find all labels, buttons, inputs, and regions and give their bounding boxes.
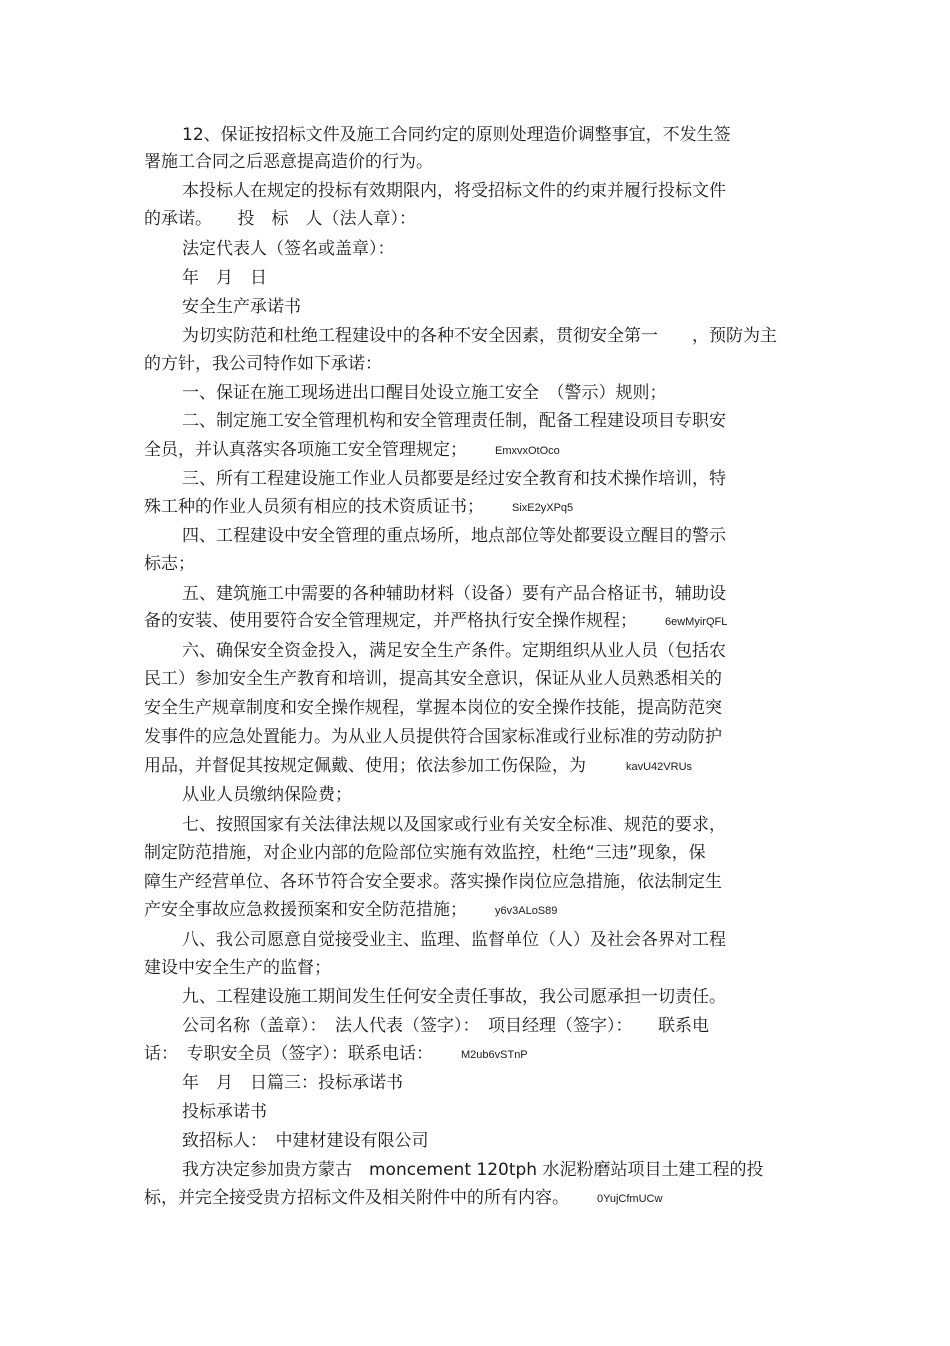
text-line: 12、保证按招标文件及施工合同约定的原则处理造价调整事宜，不发生签 bbox=[182, 125, 731, 145]
inline-code: EmxvxOtOco bbox=[495, 445, 560, 457]
text-line: 法定代表人（签名或盖章）： bbox=[182, 239, 395, 259]
text-line: 七、按照国家有关法律法规以及国家或行业有关安全标准、规范的要求， bbox=[182, 815, 726, 835]
text-line: 产安全事故应急救援预案和安全防范措施； y6v3ALoS89 bbox=[144, 900, 558, 920]
inline-code: M2ub6vSTnP bbox=[461, 1049, 528, 1061]
text-line: 建设中安全生产的监督； bbox=[144, 958, 331, 978]
inline-code: kavU42VRUs bbox=[626, 761, 693, 773]
text-line: 的方针，我公司特作如下承诺： bbox=[144, 354, 382, 374]
text-line: 六、确保安全资金投入，满足安全生产条件。定期组织从业人员（包括农 bbox=[182, 641, 726, 661]
text-line: 我方决定参加贵方蒙古 moncement 120tph 水泥粉磨站项目土建工程的投 bbox=[182, 1160, 764, 1180]
text-line: 三、所有工程建设施工作业人员都要是经过安全教育和技术操作培训，特 bbox=[182, 469, 726, 489]
text-line: 致招标人： 中建材建设有限公司 bbox=[182, 1131, 429, 1151]
inline-code: y6v3ALoS89 bbox=[495, 905, 558, 917]
inline-code: 6ewMyirQFL bbox=[665, 616, 728, 628]
text-line: 用品，并督促其按规定佩戴、使用；依法参加工伤保险，为 kavU42VRUs bbox=[144, 756, 693, 776]
text-line: 安全生产规章制度和安全操作规程，掌握本岗位的安全操作技能，提高防范突 bbox=[144, 698, 722, 718]
text-line: 障生产经营单位、各环节符合安全要求。落实操作岗位应急措施，依法制定生 bbox=[144, 872, 722, 892]
text-line: 九、工程建设施工期间发生任何安全责任事故，我公司愿承担一切责任。 bbox=[182, 987, 726, 1007]
text-line: 年 月 日 bbox=[182, 268, 267, 288]
text-line: 发事件的应急处置能力。为从业人员提供符合国家标准或行业标准的劳动防护 bbox=[144, 727, 722, 747]
text-line: 制定防范措施，对企业内部的危险部位实施有效监控，杜绝“三违”现象，保 bbox=[144, 843, 706, 863]
section-title: 安全生产承诺书 bbox=[182, 297, 301, 317]
text-line: 五、建筑施工中需要的各种辅助材料（设备）要有产品合格证书，辅助设 bbox=[182, 584, 726, 604]
inline-code: SixE2yXPq5 bbox=[512, 502, 574, 514]
text-line: 标，并完全接受贵方招标文件及相关附件中的所有内容。 0YujCfmUCw bbox=[144, 1188, 663, 1208]
text-line: 公司名称（盖章）： 法人代表（签字）： 项目经理（签字）： 联系电 bbox=[182, 1016, 709, 1036]
text-line: 本投标人在规定的投标有效期限内，将受招标文件的约束并履行投标文件 bbox=[182, 181, 726, 201]
text-line: 的承诺。 投 标 人（法人章）： bbox=[144, 209, 416, 229]
text-line: 殊工种的作业人员须有相应的技术资质证书； SixE2yXPq5 bbox=[144, 497, 574, 517]
section-title: 投标承诺书 bbox=[182, 1102, 267, 1122]
text-line: 全员，并认真落实各项施工安全管理规定； EmxvxOtOco bbox=[144, 440, 560, 460]
text-line: 从业人员缴纳保险费； bbox=[182, 785, 352, 805]
text-line: 四、工程建设中安全管理的重点场所，地点部位等处都要设立醒目的警示 bbox=[182, 526, 726, 546]
text-line: 为切实防范和杜绝工程建设中的各种不安全因素，贯彻安全第一 ，预防为主 bbox=[182, 326, 777, 346]
text-line: 一、保证在施工现场进出口醒目处设立施工安全 （警示）规则； bbox=[182, 383, 667, 403]
text-line: 民工）参加安全生产教育和培训，提高其安全意识，保证从业人员熟悉相关的 bbox=[144, 669, 722, 689]
text-line: 标志； bbox=[144, 554, 195, 574]
text-line: 话： 专职安全员（签字）：联系电话： M2ub6vSTnP bbox=[144, 1044, 528, 1064]
text-line: 八、我公司愿意自觉接受业主、监理、监督单位（人）及社会各界对工程 bbox=[182, 930, 726, 950]
text-line: 二、制定施工安全管理机构和安全管理责任制，配备工程建设项目专职安 bbox=[182, 411, 726, 431]
text-line: 署施工合同之后恶意提高造价的行为。 bbox=[144, 152, 433, 172]
text-line: 年 月 日篇三：投标承诺书 bbox=[182, 1073, 403, 1093]
text-line: 备的安装、使用要符合安全管理规定，并严格执行安全操作规程； 6ewMyirQFL bbox=[144, 611, 728, 631]
inline-code: 0YujCfmUCw bbox=[597, 1193, 663, 1205]
